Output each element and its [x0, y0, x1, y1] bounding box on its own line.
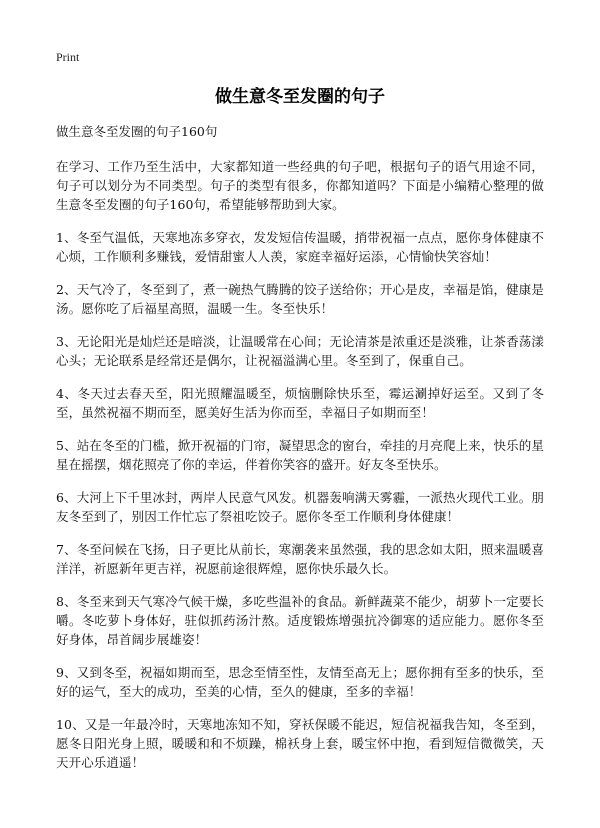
sentence-item-10: 10、又是一年最冷时，天寒地冻知不知，穿袄保暖不能迟，短信祝福我告知，冬至到，愿冬日阳光身上照，暖暖和和不烦躁，棉袄身上套，暖宝怀中抱，看到短信微微笑，天天开心乐逍遥！ — [56, 717, 544, 770]
sentence-item-5: 5、站在冬至的门槛，掀开祝福的门帘，凝望思念的窗台，牵挂的月亮爬上来，快乐的星星在摇摆，烟花照亮了你的幸运，伴着你笑容的盛开。好友冬至快乐。 — [56, 438, 544, 472]
print-link[interactable]: Print — [56, 50, 80, 64]
sentence-item-3: 3、无论阳光是灿烂还是暗淡，让温暖常在心间；无论清茶是浓重还是淡雅，让茶香荡漾心头；无论联系是经常还是偶尔，让祝福溢满心里。冬至到了，保重自己。 — [56, 334, 544, 368]
sentence-item-9: 9、又到冬至，祝福如期而至，思念至情至性，友情至高无上；愿你拥有至多的快乐，至好的运气，至大的成功，至美的心情，至久的健康，至多的幸福！ — [56, 665, 544, 699]
page-title: 做生意冬至发圈的句子 — [215, 87, 385, 107]
sentence-item-2: 2、天气冷了，冬至到了，煮一碗热气腾腾的饺子送给你；开心是皮，幸福是馅，健康是汤。愿你吃了后福星高照，温暖一生。冬至快乐！ — [56, 282, 544, 316]
document-subtitle: 做生意冬至发圈的句子160句 — [56, 124, 218, 139]
sentence-item-4: 4、冬天过去春天至，阳光照耀温暖至，烦恼删除快乐至，霉运涮掉好运至。又到了冬至，虽然祝福不期而至，愿美好生活为你而至，幸福日子如期而至！ — [56, 386, 544, 420]
sentence-item-8: 8、冬至来到天气寒冷气候干燥，多吃些温补的食品。新鲜蔬菜不能少，胡萝卜一定要长嚼。冬吃萝卜身体好，驻似抓药汤汁熬。适度锻炼增强抗冷御寒的适应能力。愿你冬至好身体，昂首阔步展雄姿！ — [56, 594, 544, 647]
intro-paragraph: 在学习、工作乃至生活中，大家都知道一些经典的句子吧，根据句子的语气用途不同，句子可以划分为不同类型。句子的类型有很多，你都知道吗？下面是小编精心整理的做生意冬至发圈的句子160句，希望能够帮助到大家。 — [56, 159, 544, 212]
sentence-item-7: 7、冬至问候在飞扬，日子更比从前长，寒潮袭来虽然强，我的思念如太阳，照来温暖喜洋洋，祈愿新年更吉祥，祝愿前途很辉煌，愿你快乐最久长。 — [56, 542, 544, 576]
sentence-item-6: 6、大河上下千里冰封，两岸人民意气风发。机器轰响满天雾霾，一派热火现代工业。朋友冬至到了，别因工作忙忘了祭祖吃饺子。愿你冬至工作顺利身体健康！ — [56, 490, 544, 524]
sentence-item-1: 1、冬至气温低，天寒地冻多穿衣，发发短信传温暖，捎带祝福一点点，愿你身体健康不心烦，工作顺利多赚钱，爱情甜蜜人人羡，家庭幸福好运添，心情愉快笑容灿！ — [56, 230, 544, 264]
